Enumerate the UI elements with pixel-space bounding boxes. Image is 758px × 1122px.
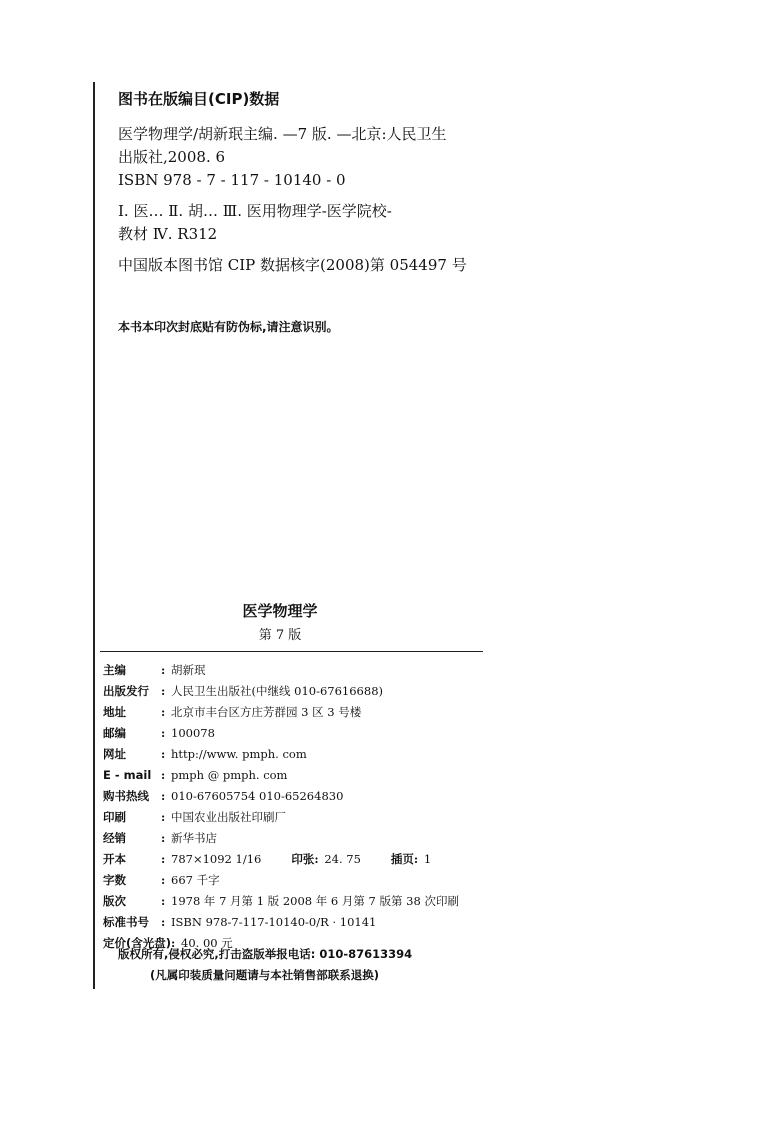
- left-margin-rule: [93, 82, 95, 989]
- info-value: 010-67605754 010-65264830: [171, 789, 344, 803]
- cip-line-record-number: 中国版本图书馆 CIP 数据核字(2008)第 054497 号: [118, 256, 467, 274]
- info-label: 字数: [103, 873, 126, 887]
- info-row-distributor: 经销 : 新华书店: [103, 828, 503, 849]
- cip-heading: 图书在版编目(CIP)数据: [118, 90, 280, 108]
- cip-line-title: 医学物理学/胡新珉主编. —7 版. —北京:人民卫生: [118, 125, 447, 143]
- info-row-email: E - mail : pmph @ pmph. com: [103, 765, 503, 786]
- info-label: E - mail: [103, 768, 152, 782]
- info-label: 邮编: [103, 726, 126, 740]
- returns-note: (凡属印装质量问题请与本社销售部联系退换): [150, 968, 380, 982]
- info-label: 地址: [103, 705, 126, 719]
- info-label: 开本: [103, 852, 126, 866]
- info-value: 787×1092 1/16: [171, 852, 262, 866]
- info-label: 网址: [103, 747, 126, 761]
- info-value: 1978 年 7 月第 1 版 2008 年 6 月第 7 版第 38 次印刷: [171, 894, 459, 908]
- info-value: ISBN 978-7-117-10140-0/R · 10141: [171, 915, 377, 929]
- cip-line-publisher: 出版社,2008. 6: [118, 148, 226, 166]
- info-row-website: 网址 : http://www. pmph. com: [103, 744, 503, 765]
- anti-counterfeit-notice: 本书本印次封底贴有防伪标,请注意识别。: [118, 320, 339, 334]
- info-value: 北京市丰台区方庄芳群园 3 区 3 号楼: [171, 705, 362, 719]
- info-value: 胡新珉: [171, 663, 206, 677]
- info-value: 人民卫生出版社(中继线 010-67616688): [171, 684, 383, 698]
- info-value: 1: [423, 852, 432, 866]
- info-row-words: 字数 : 667 千字: [103, 870, 503, 891]
- info-label: 出版发行: [103, 684, 149, 698]
- info-row-postcode: 邮编 : 100078: [103, 723, 503, 744]
- cip-block: [118, 88, 498, 277]
- info-row-publisher: 出版发行 : 人民卫生出版社(中继线 010-67616688): [103, 681, 503, 702]
- info-label: 经销: [103, 831, 126, 845]
- publication-info: [103, 660, 503, 954]
- book-title: 医学物理学: [242, 602, 318, 620]
- book-edition: 第 7 版: [258, 628, 302, 643]
- info-value: 667 千字: [171, 873, 220, 887]
- cip-line-isbn: ISBN 978 - 7 - 117 - 10140 - 0: [118, 171, 346, 189]
- info-value: 40. 00 元: [181, 936, 233, 950]
- divider: [100, 651, 483, 652]
- info-label: 印张: [291, 852, 315, 866]
- info-row-edition: 版次 : 1978 年 7 月第 1 版 2008 年 6 月第 7 版第 38 次印刷: [103, 891, 503, 912]
- info-row-editor: 主编 : 胡新珉: [103, 660, 503, 681]
- info-label: 主编: [103, 663, 126, 677]
- info-label: 印刷: [103, 810, 126, 824]
- info-value: http://www. pmph. com: [171, 747, 307, 761]
- info-row-isbn: 标准书号 : ISBN 978-7-117-10140-0/R · 10141: [103, 912, 503, 933]
- info-value: 100078: [171, 726, 215, 740]
- info-row-hotline: 购书热线 : 010-67605754 010-65264830: [103, 786, 503, 807]
- cip-line-subjects: Ⅰ. 医… Ⅱ. 胡… Ⅲ. 医用物理学-医学院校-: [118, 202, 392, 220]
- info-label: 版次: [103, 894, 126, 908]
- cip-line-classification: 教材 Ⅳ. R312: [118, 225, 218, 243]
- info-row-printer: 印刷 : 中国农业出版社印刷厂: [103, 807, 503, 828]
- info-label: 购书热线: [103, 789, 149, 803]
- info-label: 标准书号: [103, 915, 149, 929]
- info-value: 中国农业出版社印刷厂: [171, 810, 286, 824]
- info-label: 插页: [390, 852, 414, 866]
- info-value: 24. 75: [324, 852, 361, 866]
- anti-piracy-statement: 版权所有,侵权必究,打击盗版举报电话: 010-87613394: [118, 947, 413, 961]
- info-row-address: 地址 : 北京市丰台区方庄芳群园 3 区 3 号楼: [103, 702, 503, 723]
- info-value: pmph @ pmph. com: [171, 768, 288, 782]
- info-row-format: 开本 : 787×1092 1/16 印张 : 24. 75 插页 : 1: [103, 849, 503, 870]
- info-label: 定价(含光盘): [103, 936, 172, 950]
- info-row-price: 定价(含光盘) : 40. 00 元: [103, 933, 503, 954]
- info-value: 新华书店: [171, 831, 217, 845]
